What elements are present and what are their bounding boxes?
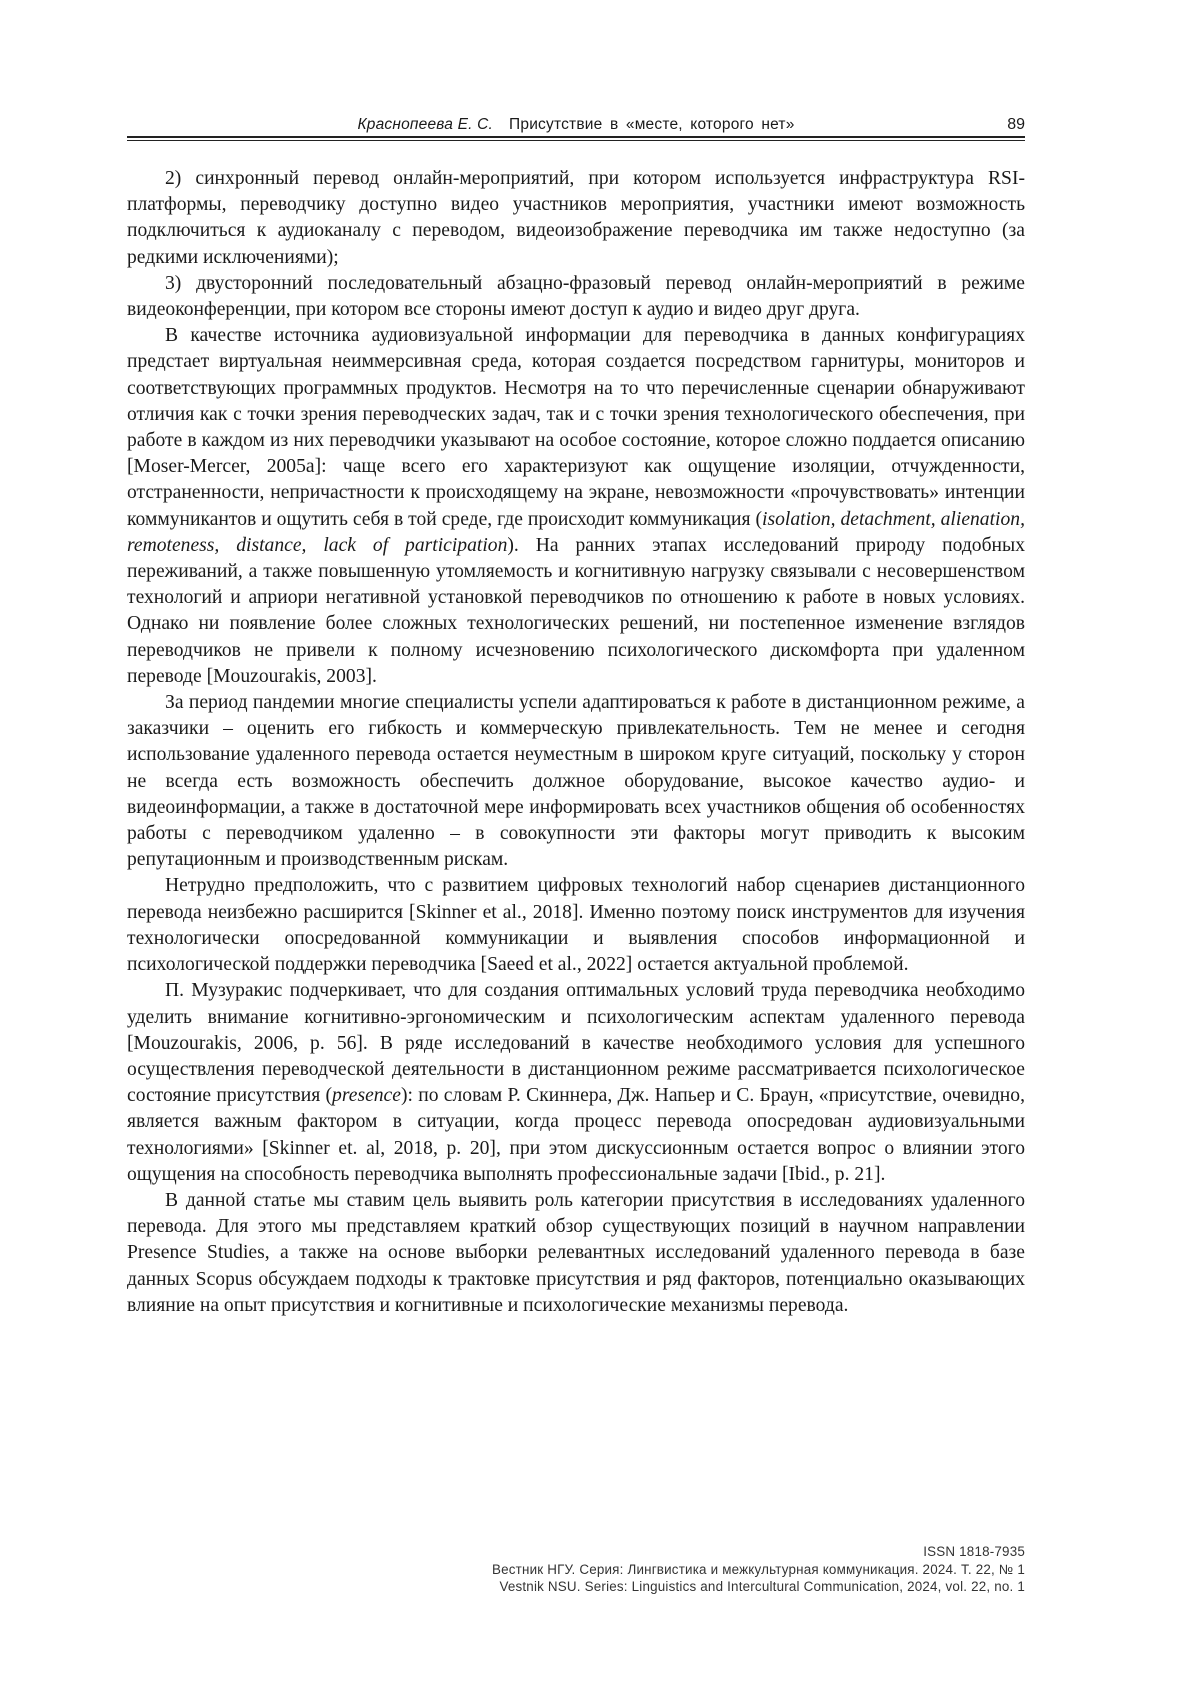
text-run: За период пандемии многие специалисты успели адаптироваться к работе в дистанционном режиме, а заказчики – оценить его гибкость и коммерческую привлекательность. Тем не менее и сегодня использование удаленного перевода остается неуместным в широком круге ситуаций, поскольку у сторон не всегда есть возможность обеспечить должное оборудование, высокое качество аудио- и видеоинформации, а также в достаточной мере информировать всех участников общения об особенностях работы с переводчиком удаленно – в совокупности эти факторы могут приводить к высоким репутационным и производственным рискам. bbox=[127, 692, 1025, 871]
paragraph-list-item-3 bbox=[127, 271, 1025, 323]
paragraph-article-aim bbox=[127, 1188, 1025, 1319]
footer-issn: ISSN 1818-7935 bbox=[923, 1544, 1025, 1559]
paragraph-list-item-2 bbox=[127, 166, 1025, 271]
header-article-title: Присутствие в «месте, которого нет» bbox=[509, 116, 795, 133]
text-run: Нетрудно предположить, что с развитием цифровых технологий набор сценариев дистанционного перевода неизбежно расширится [Skinner et al., 2018]. Именно поэтому поиск инструментов для изучения технологически опосредованной коммуникации и выявления способов информационной и психологической поддержки переводчика [Saeed et al., 2022] остается актуальной проблемой. bbox=[127, 875, 1025, 976]
page-footer bbox=[492, 1543, 1025, 1596]
italic-english-terms: isolation, detachment, alienation, remoteness, distance, lack of participation bbox=[127, 508, 1025, 556]
footer-journal-russian: Вестник НГУ. Серия: Лингвистика и межкультурная коммуникация. 2024. Т. 22, № 1 bbox=[491, 1561, 1025, 1577]
text-run: 2) синхронный перевод онлайн-мероприятий, при котором используется инфраструктура RSI-платформы, переводчику доступно видео участников мероприятия, участники имеют возможность подключиться к аудиоканалу с переводом, видеоизображение переводчика им также недоступно (за редкими исключениями); bbox=[127, 168, 1025, 268]
running-header-text bbox=[127, 116, 1025, 134]
text-run: П. Музуракис подчеркивает, что для создания оптимальных условий труда переводчика необходимо уделить внимание когнитивно-эргономическим и психологическим аспектам удаленного перевода [Mouzourakis, 2006, p. 56]. В ряде исследований в качестве необходимого условия для успешного осуществления переводческой деятельности в дистанционном режиме рассматривается психологическое состояние присутствия ( bbox=[127, 980, 1025, 1107]
text-run: ). На ранних этапах исследований природу подобных переживаний, а также повышенную утомляемость и когнитивную нагрузку связывали с несовершенством технологий и априори негативной установкой переводчиков по отношению к работе в новых условиях. Однако ни появление более сложных технологических решений, ни постепенное изменение взглядов переводчиков не привели к полному исчезновению психологического дискомфорта при удаленном переводе [Mouzourakis, 2003]. bbox=[127, 534, 1026, 687]
header-rule-thick bbox=[127, 136, 1025, 138]
text-run: ): по словам Р. Скиннера, Дж. Напьер и С. Браун, «присутствие, очевидно, является важным фактором в ситуации, когда процесс перевода опосредован аудиовизуальными технологиями» [Skinner et. al, 2018, p. 20], при этом дискуссионным остается вопрос о влиянии этого ощущения на способность переводчика выполнять профессиональные задачи [Ibid., p. 21]. bbox=[127, 1085, 1025, 1185]
text-run: 3) двусторонний последовательный абзацно-фразовый перевод онлайн-мероприятий в режиме видеоконференции, при котором все стороны имеют доступ к аудио и видео друг друга. bbox=[127, 272, 1025, 321]
paragraph-pandemic bbox=[127, 690, 1025, 873]
page-number: 89 bbox=[1007, 116, 1025, 133]
text-run: В качестве источника аудиовизуальной информации для переводчика в данных конфигурациях предстает виртуальная неиммерсивная среда, которая создается посредством гарнитуры, мониторов и соответствующих программных продуктов. Несмотря на то что перечисленные сценарии обнаруживают отличия как с точки зрения переводческих задач, так и с точки зрения технологического обеспечения, при работе в каждом из них переводчики указывают на особое состояние, которое сложно поддается описанию [Moser-Mercer, 2005a]: чаще всего его характеризуют как ощущение изоляции, отчужденности, отстраненности, непричастности к происходящему на экране, невозможности «прочувствовать» интенции коммуникантов и ощутить себя в той среде, где происходит коммуникация ( bbox=[127, 325, 1025, 530]
italic-term-presence: presence bbox=[332, 1085, 401, 1107]
footer-journal-english: Vestnik NSU. Series: Linguistics and Intercultural Communication, 2024, vol. 22, no. 1 bbox=[499, 1579, 1025, 1594]
header-author: Краснопеева Е. С. bbox=[357, 116, 494, 133]
text-run: В данной статье мы ставим цель выявить роль категории присутствия в исследованиях удаленного перевода. Для этого мы представляем краткий обзор существующих позиций в научном направлении Presence Studies, а также на основе выборки релевантных исследований удаленного перевода в базе данных Scopus обсуждаем подходы к трактовке присутствия и ряд факторов, потенциально оказывающих влияние на опыт присутствия и когнитивные и психологические механизмы перевода. bbox=[127, 1189, 1025, 1316]
article-body bbox=[127, 166, 1025, 1319]
header-rule-thin bbox=[127, 140, 1025, 141]
paragraph-mouzourakis bbox=[127, 978, 1025, 1188]
paragraph-digital-technologies bbox=[127, 873, 1025, 978]
paragraph-virtual-environment bbox=[127, 323, 1025, 690]
